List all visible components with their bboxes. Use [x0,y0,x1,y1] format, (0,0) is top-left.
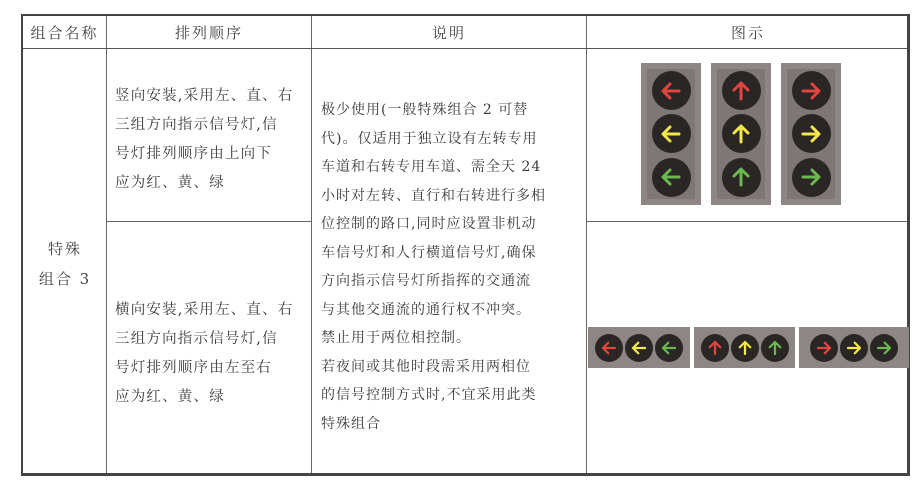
red-lamp [792,71,831,110]
red-lamp [701,334,729,362]
header-description: 说明 [431,23,466,42]
left-arrow-icon [660,339,678,357]
up-arrow-icon [766,339,784,357]
red-lamp [810,334,838,362]
red-lamp [652,71,691,110]
text-line: 与其他交通流的通行权不冲突。 [321,301,531,318]
green-lamp [722,158,761,197]
vertical-right-turn-signal [781,63,841,205]
text-line: 车道和右转专用车道、需全天 24 [321,159,542,175]
text-line: 号灯排列顺序由左至右 [115,360,272,376]
right-arrow-icon [875,339,893,357]
text-line: 应为红、黄、绿 [115,389,225,405]
text-line: 竖向安装,采用左、直、右 [115,88,294,104]
text-line: 特殊组合 [321,415,381,432]
red-lamp [595,334,623,362]
right-arrow-icon [845,339,863,357]
combination-name-line: 组合 3 [38,270,92,288]
signal-combination-table [21,14,910,476]
yellow-lamp [625,334,653,362]
green-lamp [655,334,683,362]
red-lamp [722,71,761,110]
header-combination-name: 组合名称 [30,23,99,42]
combination-name-line: 特殊 [47,240,82,258]
header-arrangement-order: 排列顺序 [174,23,243,42]
arrangement-vertical-text [115,82,310,198]
yellow-lamp [722,114,761,153]
text-line: 代)。仅适用于独立设有左转专用 [321,130,538,147]
vertical-left-turn-signal [641,63,701,205]
text-line: 的信号控制方式时,不宜采用此类 [321,387,537,403]
up-arrow-icon [729,122,753,146]
yellow-lamp [840,334,868,362]
horizontal-right-turn-signal [799,327,909,368]
up-arrow-icon [729,79,753,103]
description-text [321,96,583,438]
text-line: 禁止用于两位相控制。 [321,330,471,346]
horizontal-left-turn-signal [588,327,690,368]
right-arrow-icon [799,79,823,103]
right-arrow-icon [815,339,833,357]
vertical-straight-signal [711,63,771,205]
left-arrow-icon [659,122,683,146]
row-divider [106,221,312,222]
text-line: 车信号灯和人行横道信号灯,确保 [321,244,537,261]
text-line: 横向安装,采用左、直、右 [115,302,294,318]
green-lamp [870,334,898,362]
up-arrow-icon [729,165,753,189]
text-line: 三组方向指示信号灯,信 [115,117,278,133]
column-divider [311,16,312,473]
up-arrow-icon [736,339,754,357]
green-lamp [792,158,831,197]
horizontal-straight-signal [694,327,795,368]
right-arrow-icon [799,165,823,189]
green-lamp [652,158,691,197]
yellow-lamp [792,114,831,153]
yellow-lamp [652,114,691,153]
header-illustration: 图示 [730,23,765,42]
text-line: 极少使用(一般特殊组合 2 可替 [321,102,529,118]
left-arrow-icon [630,339,648,357]
text-line: 三组方向指示信号灯,信 [115,331,278,347]
left-arrow-icon [600,339,618,357]
up-arrow-icon [706,339,724,357]
column-divider [586,16,587,473]
text-line: 方向指示信号灯所指挥的交通流 [321,273,531,289]
arrangement-horizontal-text [115,296,310,412]
row-divider [586,221,907,222]
text-line: 应为红、黄、绿 [115,175,225,191]
combination-name-cell [23,234,107,294]
header-divider [23,48,907,49]
text-line: 位控制的路口,同时应设置非机动 [321,216,537,232]
yellow-lamp [731,334,759,362]
right-arrow-icon [799,122,823,146]
left-arrow-icon [659,165,683,189]
left-arrow-icon [659,79,683,103]
green-lamp [761,334,789,362]
text-line: 若夜间或其他时段需采用两相位 [321,358,531,375]
text-line: 号灯排列顺序由上向下 [115,146,272,162]
text-line: 小时对左转、直行和右转进行多相 [321,187,546,204]
